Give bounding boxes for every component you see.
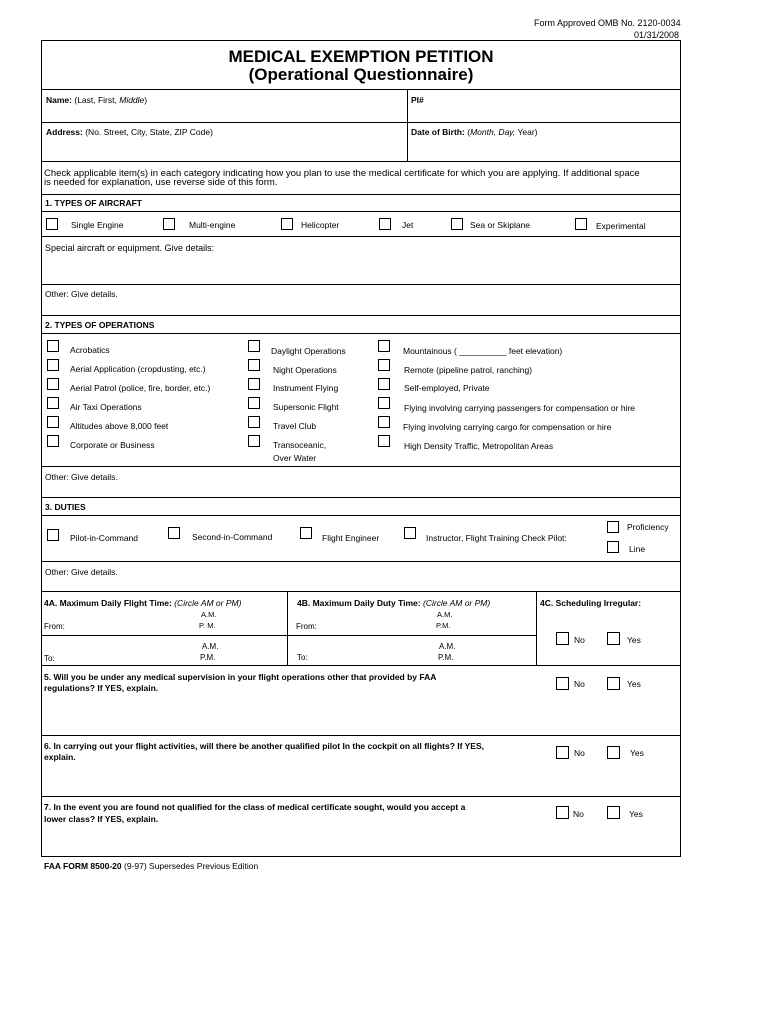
- q5-line-2: regulations? If YES, explain.: [44, 683, 159, 693]
- q7-no-checkbox[interactable]: [556, 806, 569, 819]
- sea-or-skiplane-checkbox[interactable]: [451, 218, 463, 230]
- corporate-label: Corporate or Business: [70, 440, 155, 450]
- q6-yes-label: Yes: [630, 748, 644, 758]
- instrument-label: Instrument Flying: [273, 383, 339, 393]
- self-employed-checkbox[interactable]: [378, 378, 390, 390]
- max-duty-time-label: 4B. Maximum Daily Duty Time:: [297, 598, 421, 608]
- scheduling-yes-checkbox[interactable]: [607, 632, 620, 645]
- aerial-patrol-checkbox[interactable]: [47, 378, 59, 390]
- scheduling-yes-label: Yes: [627, 635, 641, 645]
- q6-no-label: No: [574, 748, 585, 758]
- corporate-checkbox[interactable]: [47, 435, 59, 447]
- duty-time-pm-1[interactable]: P.M.: [436, 621, 451, 630]
- night-checkbox[interactable]: [248, 359, 260, 371]
- proficiency-label: Proficiency: [627, 522, 669, 532]
- address-label: Address:: [46, 127, 83, 137]
- instructor-label: Instructor, Flight Training Check Pilot:: [426, 533, 567, 543]
- supersonic-checkbox[interactable]: [248, 397, 260, 409]
- duty-time-am-1[interactable]: A.M.: [437, 610, 453, 619]
- flight-time-pm-2[interactable]: P.M.: [200, 653, 216, 662]
- duty-time-pm-2[interactable]: P.M.: [438, 653, 454, 662]
- q5-yes-checkbox[interactable]: [607, 677, 620, 690]
- q5-line-1: 5. Will you be under any medical supervision in your flight operations other that provided by FAA: [44, 672, 437, 682]
- form-edition: (9-97) Supersedes Previous Edition: [121, 861, 259, 871]
- q5-yes-label: Yes: [627, 679, 641, 689]
- experimental-label: Experimental: [596, 221, 646, 231]
- operations-heading: 2. TYPES OF OPERATIONS: [45, 320, 155, 330]
- dob-hint-year: Year): [515, 127, 538, 137]
- intro-line-1: Check applicable item(s) in each category indicating how you plan to use the medical certificate for which you are applying. If additional space: [44, 168, 640, 179]
- altitudes-checkbox[interactable]: [47, 416, 59, 428]
- intro-line-2: is needed for explanation, use reverse side of this form.: [44, 177, 278, 188]
- second-in-command-label: Second-in-Command: [192, 532, 273, 542]
- passengers-checkbox[interactable]: [378, 397, 390, 409]
- duties-heading: 3. DUTIES: [45, 502, 86, 512]
- aerial-patrol-label: Aerial Patrol (police, fire, border, etc.): [70, 383, 211, 393]
- high-density-label: High Density Traffic, Metropolitan Areas: [404, 441, 554, 451]
- flight-time-am-2[interactable]: A.M.: [202, 642, 219, 651]
- multi-engine-label: Multi-engine: [189, 220, 236, 230]
- dob-hint-month: Month,: [470, 127, 497, 137]
- remote-label: Remote (pipeline patrol, ranching): [404, 365, 533, 375]
- cargo-label: Flying involving carrying cargo for compensation or hire: [403, 422, 612, 432]
- pi-number-field[interactable]: PI#: [411, 95, 424, 105]
- acrobatics-label: Acrobatics: [70, 345, 110, 355]
- scheduling-no-checkbox[interactable]: [556, 632, 569, 645]
- q6-no-checkbox[interactable]: [556, 746, 569, 759]
- form-id: FAA FORM 8500-20: [44, 861, 122, 871]
- form-subtitle: (Operational Questionnaire): [248, 65, 474, 84]
- single-engine-label: Single Engine: [71, 220, 124, 230]
- over-water-label: Over Water: [273, 453, 317, 463]
- aircraft-other-field[interactable]: Other: Give details.: [45, 289, 118, 299]
- supersonic-label: Supersonic Flight: [273, 402, 339, 412]
- omb-number: Form Approved OMB No. 2120-0034: [534, 18, 681, 28]
- transoceanic-checkbox[interactable]: [248, 435, 260, 447]
- instructor-checkbox[interactable]: [404, 527, 416, 539]
- date-of-birth-field[interactable]: [411, 128, 538, 137]
- remote-checkbox[interactable]: [378, 359, 390, 371]
- name-hint-end: ): [144, 95, 148, 105]
- daylight-checkbox[interactable]: [248, 340, 260, 352]
- name-label: Name:: [46, 95, 72, 105]
- form-date: 01/31/2008: [634, 30, 680, 40]
- sea-or-skiplane-label: Sea or Skiplane: [470, 220, 531, 230]
- jet-label: Jet: [402, 220, 414, 230]
- name-hint-middle: Middle: [119, 95, 145, 105]
- helicopter-label: Helicopter: [301, 220, 340, 230]
- travel-club-label: Travel Club: [273, 421, 317, 431]
- daylight-label: Daylight Operations: [271, 346, 346, 356]
- aerial-application-label: Aerial Application (cropdusting, etc.): [70, 364, 206, 374]
- q7-line-2: lower class? If YES, explain.: [44, 814, 159, 824]
- q6-line-2: explain.: [44, 752, 76, 762]
- flight-time-to[interactable]: To:: [44, 654, 55, 663]
- max-flight-time-hint: (Circle AM or PM): [174, 598, 242, 608]
- aerial-application-checkbox[interactable]: [47, 359, 59, 371]
- scheduling-irregular-title: 4C. Scheduling Irregular:: [540, 598, 642, 608]
- multi-engine-checkbox[interactable]: [163, 218, 175, 230]
- flight-time-pm-1[interactable]: P. M.: [199, 621, 216, 630]
- special-aircraft-field[interactable]: Special aircraft or equipment. Give details:: [45, 243, 215, 253]
- operations-other-field[interactable]: Other: Give details.: [45, 472, 118, 482]
- address-field[interactable]: [46, 128, 213, 137]
- q6-yes-checkbox[interactable]: [607, 746, 620, 759]
- scheduling-no-label: No: [574, 635, 585, 645]
- duty-time-am-2[interactable]: A.M.: [439, 642, 456, 651]
- helicopter-checkbox[interactable]: [281, 218, 293, 230]
- form-title: MEDICAL EXEMPTION PETITION: [228, 47, 494, 66]
- air-taxi-label: Air Taxi Operations: [70, 402, 142, 412]
- altitudes-label: Altitudes above 8,000 feet: [70, 421, 169, 431]
- aircraft-heading: 1. TYPES OF AIRCRAFT: [45, 198, 142, 208]
- duty-time-to[interactable]: To:: [297, 653, 308, 662]
- address-hint: (No. Street, City, State, ZIP Code): [85, 127, 213, 137]
- line-checkbox[interactable]: [607, 541, 619, 553]
- high-density-checkbox[interactable]: [378, 435, 390, 447]
- q7-yes-label: Yes: [629, 809, 643, 819]
- name-field[interactable]: [46, 96, 147, 105]
- line-label: Line: [629, 544, 646, 554]
- travel-club-checkbox[interactable]: [248, 416, 260, 428]
- dob-label: Date of Birth:: [411, 127, 465, 137]
- instrument-checkbox[interactable]: [248, 378, 260, 390]
- form-footer: [44, 862, 258, 871]
- q7-line-1: 7. In the event you are found not qualified for the class of medical certificate sought, would you accept a: [44, 802, 466, 812]
- passengers-label: Flying involving carrying passengers for compensation or hire: [404, 403, 636, 413]
- duties-other-field[interactable]: Other: Give details.: [45, 567, 118, 577]
- dob-hint-day: Day,: [496, 127, 516, 137]
- pilot-in-command-checkbox[interactable]: [47, 529, 59, 541]
- proficiency-checkbox[interactable]: [607, 521, 619, 533]
- cargo-checkbox[interactable]: [378, 416, 390, 428]
- flight-time-am-1[interactable]: A.M.: [201, 610, 217, 619]
- flight-engineer-label: Flight Engineer: [322, 533, 380, 543]
- self-employed-label: Self-employed, Private: [404, 383, 490, 393]
- air-taxi-checkbox[interactable]: [47, 397, 59, 409]
- single-engine-checkbox[interactable]: [46, 218, 58, 230]
- q7-no-label: No: [573, 809, 584, 819]
- second-in-command-checkbox[interactable]: [168, 527, 180, 539]
- flight-engineer-checkbox[interactable]: [300, 527, 312, 539]
- max-duty-time-title: [297, 599, 490, 608]
- name-hint: (Last, First,: [74, 95, 120, 105]
- dob-hint-open: (: [467, 127, 471, 137]
- pilot-in-command-label: Pilot-in-Command: [70, 533, 139, 543]
- transoceanic-label: Transoceanic,: [273, 440, 327, 450]
- q5-no-label: No: [574, 679, 585, 689]
- acrobatics-checkbox[interactable]: [47, 340, 59, 352]
- night-label: Night Operations: [273, 365, 337, 375]
- max-flight-time-title: [44, 599, 241, 608]
- duty-time-from[interactable]: From:: [296, 622, 317, 631]
- q6-line-1: 6. In carrying out your flight activities, will there be another qualified pilot In the cockpit on all flights? If YES,: [44, 741, 485, 751]
- max-flight-time-label: 4A. Maximum Daily Flight Time:: [44, 598, 172, 608]
- jet-checkbox[interactable]: [379, 218, 391, 230]
- q5-no-checkbox[interactable]: [556, 677, 569, 690]
- mountainous-label: Mountainous ( __________ feet elevation): [403, 346, 563, 356]
- flight-time-from[interactable]: From:: [44, 622, 65, 631]
- experimental-checkbox[interactable]: [575, 218, 587, 230]
- q7-yes-checkbox[interactable]: [607, 806, 620, 819]
- mountainous-checkbox[interactable]: [378, 340, 390, 352]
- max-duty-time-hint: (Circle AM or PM): [422, 598, 491, 608]
